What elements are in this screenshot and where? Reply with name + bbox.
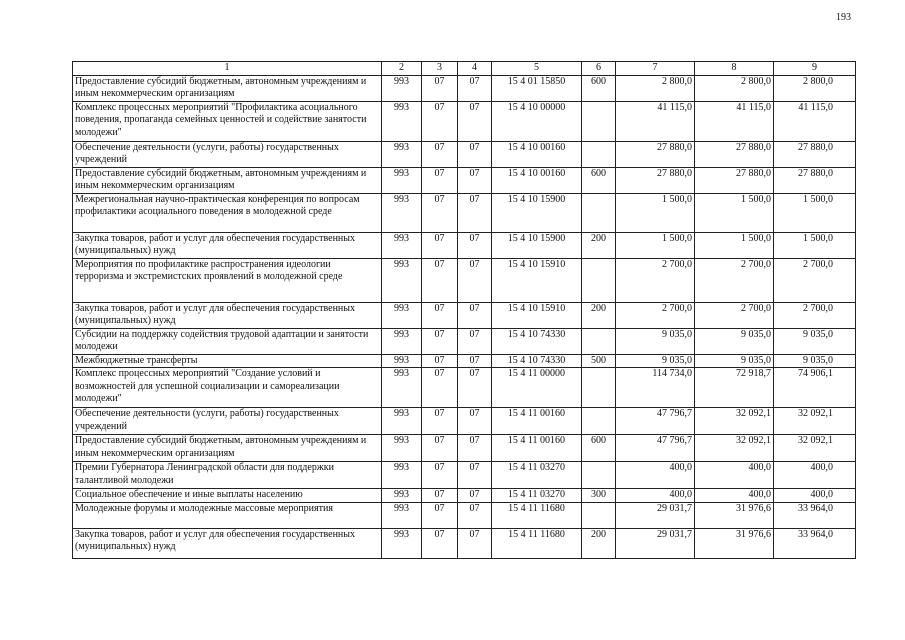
amount-year2: 2 700,0 xyxy=(695,302,774,328)
code-section: 07 xyxy=(422,258,458,302)
code-subsection: 07 xyxy=(458,193,492,232)
code-expense-type xyxy=(582,408,616,435)
code-section: 07 xyxy=(422,101,458,141)
amount-year3: 2 700,0 xyxy=(774,258,856,302)
code-ministry: 993 xyxy=(382,408,422,435)
table-row xyxy=(73,408,856,435)
amount-year2: 2 700,0 xyxy=(695,258,774,302)
code-target: 15 4 10 00000 xyxy=(492,101,582,141)
amount-year1: 2 700,0 xyxy=(616,258,695,302)
code-expense-type: 300 xyxy=(582,489,616,503)
code-subsection: 07 xyxy=(458,101,492,141)
code-expense-type xyxy=(582,368,616,408)
amount-year2: 400,0 xyxy=(695,489,774,503)
amount-year1: 9 035,0 xyxy=(616,328,695,354)
code-subsection: 07 xyxy=(458,354,492,368)
amount-year3: 400,0 xyxy=(774,462,856,489)
code-target: 15 4 10 00160 xyxy=(492,167,582,193)
code-ministry: 993 xyxy=(382,368,422,408)
code-target: 15 4 10 15910 xyxy=(492,258,582,302)
code-expense-type xyxy=(582,101,616,141)
row-name: Комплекс процессных мероприятий "Создание условий и возможностей для успешной социализации и самореализации молодежи" xyxy=(73,368,382,408)
amount-year1: 29 031,7 xyxy=(616,502,695,528)
table-row xyxy=(73,528,856,558)
code-subsection: 07 xyxy=(458,489,492,503)
code-target: 15 4 11 03270 xyxy=(492,489,582,503)
amount-year2: 31 976,6 xyxy=(695,502,774,528)
row-name: Предоставление субсидий бюджетным, автономным учреждениям и иным некоммерческим организациям xyxy=(73,75,382,101)
code-ministry: 993 xyxy=(382,328,422,354)
row-name: Закупка товаров, работ и услуг для обеспечения государственных (муниципальных) нужд xyxy=(73,232,382,258)
row-name: Межбюджетные трансферты xyxy=(73,354,382,368)
code-subsection: 07 xyxy=(458,232,492,258)
code-ministry: 993 xyxy=(382,528,422,558)
amount-year1: 2 800,0 xyxy=(616,75,695,101)
row-name: Предоставление субсидий бюджетным, автономным учреждениям и иным некоммерческим организациям xyxy=(73,167,382,193)
column-header-6: 6 xyxy=(582,62,616,76)
amount-year3: 400,0 xyxy=(774,489,856,503)
amount-year3: 33 964,0 xyxy=(774,528,856,558)
code-expense-type: 600 xyxy=(582,75,616,101)
code-target: 15 4 10 00160 xyxy=(492,141,582,167)
code-ministry: 993 xyxy=(382,502,422,528)
row-name: Социальное обеспечение и иные выплаты населению xyxy=(73,489,382,503)
amount-year2: 9 035,0 xyxy=(695,354,774,368)
code-section: 07 xyxy=(422,462,458,489)
code-section: 07 xyxy=(422,167,458,193)
code-section: 07 xyxy=(422,354,458,368)
code-ministry: 993 xyxy=(382,354,422,368)
table-row xyxy=(73,462,856,489)
code-target: 15 4 10 74330 xyxy=(492,328,582,354)
code-target: 15 4 11 11680 xyxy=(492,502,582,528)
code-ministry: 993 xyxy=(382,489,422,503)
amount-year3: 9 035,0 xyxy=(774,328,856,354)
code-subsection: 07 xyxy=(458,258,492,302)
amount-year1: 9 035,0 xyxy=(616,354,695,368)
code-subsection: 07 xyxy=(458,435,492,462)
amount-year3: 32 092,1 xyxy=(774,435,856,462)
amount-year3: 41 115,0 xyxy=(774,101,856,141)
amount-year3: 2 800,0 xyxy=(774,75,856,101)
column-header-9: 9 xyxy=(774,62,856,76)
amount-year1: 400,0 xyxy=(616,489,695,503)
code-target: 15 4 10 15900 xyxy=(492,232,582,258)
code-target: 15 4 11 00160 xyxy=(492,408,582,435)
code-subsection: 07 xyxy=(458,408,492,435)
code-ministry: 993 xyxy=(382,193,422,232)
code-section: 07 xyxy=(422,502,458,528)
column-header-5: 5 xyxy=(492,62,582,76)
code-subsection: 07 xyxy=(458,302,492,328)
amount-year2: 72 918,7 xyxy=(695,368,774,408)
column-header-3: 3 xyxy=(422,62,458,76)
code-subsection: 07 xyxy=(458,75,492,101)
row-name: Субсидии на поддержку содействия трудовой адаптации и занятости молодежи xyxy=(73,328,382,354)
amount-year2: 27 880,0 xyxy=(695,167,774,193)
code-section: 07 xyxy=(422,435,458,462)
table-row xyxy=(73,232,856,258)
table-row xyxy=(73,167,856,193)
amount-year3: 27 880,0 xyxy=(774,141,856,167)
row-name: Предоставление субсидий бюджетным, автономным учреждениям и иным некоммерческим организациям xyxy=(73,435,382,462)
table-row xyxy=(73,141,856,167)
amount-year3: 2 700,0 xyxy=(774,302,856,328)
page-number: 193 xyxy=(836,12,851,23)
code-expense-type xyxy=(582,462,616,489)
code-target: 15 4 10 15900 xyxy=(492,193,582,232)
row-name: Закупка товаров, работ и услуг для обеспечения государственных (муниципальных) нужд xyxy=(73,302,382,328)
amount-year1: 41 115,0 xyxy=(616,101,695,141)
code-ministry: 993 xyxy=(382,232,422,258)
code-section: 07 xyxy=(422,302,458,328)
amount-year2: 32 092,1 xyxy=(695,408,774,435)
code-ministry: 993 xyxy=(382,258,422,302)
budget-table xyxy=(72,61,856,559)
code-subsection: 07 xyxy=(458,141,492,167)
amount-year2: 41 115,0 xyxy=(695,101,774,141)
code-expense-type xyxy=(582,193,616,232)
code-expense-type: 600 xyxy=(582,435,616,462)
amount-year2: 31 976,6 xyxy=(695,528,774,558)
code-ministry: 993 xyxy=(382,167,422,193)
column-header-4: 4 xyxy=(458,62,492,76)
code-target: 15 4 10 15910 xyxy=(492,302,582,328)
code-subsection: 07 xyxy=(458,167,492,193)
code-section: 07 xyxy=(422,193,458,232)
code-section: 07 xyxy=(422,528,458,558)
amount-year2: 9 035,0 xyxy=(695,328,774,354)
code-expense-type: 600 xyxy=(582,167,616,193)
code-subsection: 07 xyxy=(458,462,492,489)
table-row xyxy=(73,101,856,141)
row-name: Межрегиональная научно-практическая конференция по вопросам профилактики асоциального поведения в молодежной среде xyxy=(73,193,382,232)
column-header-2: 2 xyxy=(382,62,422,76)
amount-year3: 33 964,0 xyxy=(774,502,856,528)
code-subsection: 07 xyxy=(458,328,492,354)
code-section: 07 xyxy=(422,141,458,167)
amount-year2: 400,0 xyxy=(695,462,774,489)
table-row xyxy=(73,368,856,408)
code-expense-type xyxy=(582,502,616,528)
table-row xyxy=(73,75,856,101)
code-section: 07 xyxy=(422,232,458,258)
column-header-7: 7 xyxy=(616,62,695,76)
amount-year3: 32 092,1 xyxy=(774,408,856,435)
row-name: Премии Губернатора Ленинградской области для поддержки талантливой молодежи xyxy=(73,462,382,489)
row-name: Обеспечение деятельности (услуги, работы) государственных учреждений xyxy=(73,408,382,435)
code-ministry: 993 xyxy=(382,435,422,462)
code-target: 15 4 01 15850 xyxy=(492,75,582,101)
amount-year1: 114 734,0 xyxy=(616,368,695,408)
amount-year1: 47 796,7 xyxy=(616,435,695,462)
amount-year1: 27 880,0 xyxy=(616,141,695,167)
code-ministry: 993 xyxy=(382,101,422,141)
code-section: 07 xyxy=(422,328,458,354)
code-ministry: 993 xyxy=(382,141,422,167)
amount-year1: 27 880,0 xyxy=(616,167,695,193)
header-row xyxy=(73,62,856,76)
code-subsection: 07 xyxy=(458,368,492,408)
row-name: Комплекс процессных мероприятий "Профилактика асоциального поведения, пропаганда семейных ценностей и содействие занятости молодежи" xyxy=(73,101,382,141)
amount-year2: 27 880,0 xyxy=(695,141,774,167)
table-row xyxy=(73,354,856,368)
amount-year3: 74 906,1 xyxy=(774,368,856,408)
code-subsection: 07 xyxy=(458,502,492,528)
amount-year1: 1 500,0 xyxy=(616,232,695,258)
code-expense-type: 200 xyxy=(582,232,616,258)
column-header-8: 8 xyxy=(695,62,774,76)
amount-year1: 400,0 xyxy=(616,462,695,489)
column-header-1: 1 xyxy=(73,62,382,76)
amount-year3: 27 880,0 xyxy=(774,167,856,193)
code-expense-type: 200 xyxy=(582,302,616,328)
row-name: Молодежные форумы и молодежные массовые мероприятия xyxy=(73,502,382,528)
code-expense-type xyxy=(582,258,616,302)
code-expense-type: 500 xyxy=(582,354,616,368)
code-section: 07 xyxy=(422,408,458,435)
code-ministry: 993 xyxy=(382,75,422,101)
amount-year2: 1 500,0 xyxy=(695,232,774,258)
table-row xyxy=(73,435,856,462)
row-name: Обеспечение деятельности (услуги, работы) государственных учреждений xyxy=(73,141,382,167)
amount-year2: 2 800,0 xyxy=(695,75,774,101)
amount-year3: 1 500,0 xyxy=(774,193,856,232)
code-expense-type: 200 xyxy=(582,528,616,558)
code-expense-type xyxy=(582,328,616,354)
amount-year3: 9 035,0 xyxy=(774,354,856,368)
code-ministry: 993 xyxy=(382,302,422,328)
table-row xyxy=(73,302,856,328)
code-section: 07 xyxy=(422,75,458,101)
code-section: 07 xyxy=(422,368,458,408)
table-row xyxy=(73,193,856,232)
code-expense-type xyxy=(582,141,616,167)
code-target: 15 4 11 03270 xyxy=(492,462,582,489)
code-section: 07 xyxy=(422,489,458,503)
amount-year3: 1 500,0 xyxy=(774,232,856,258)
row-name: Закупка товаров, работ и услуг для обеспечения государственных (муниципальных) нужд xyxy=(73,528,382,558)
amount-year1: 2 700,0 xyxy=(616,302,695,328)
amount-year1: 47 796,7 xyxy=(616,408,695,435)
table-row xyxy=(73,502,856,528)
code-subsection: 07 xyxy=(458,528,492,558)
row-name: Мероприятия по профилактике распространения идеологии терроризма и экстремистских проявлений в молодежной среде xyxy=(73,258,382,302)
amount-year2: 32 092,1 xyxy=(695,435,774,462)
table-row xyxy=(73,328,856,354)
code-target: 15 4 11 11680 xyxy=(492,528,582,558)
amount-year1: 29 031,7 xyxy=(616,528,695,558)
code-target: 15 4 11 00160 xyxy=(492,435,582,462)
table-row xyxy=(73,489,856,503)
amount-year1: 1 500,0 xyxy=(616,193,695,232)
amount-year2: 1 500,0 xyxy=(695,193,774,232)
code-target: 15 4 10 74330 xyxy=(492,354,582,368)
code-target: 15 4 11 00000 xyxy=(492,368,582,408)
table-row xyxy=(73,258,856,302)
code-ministry: 993 xyxy=(382,462,422,489)
